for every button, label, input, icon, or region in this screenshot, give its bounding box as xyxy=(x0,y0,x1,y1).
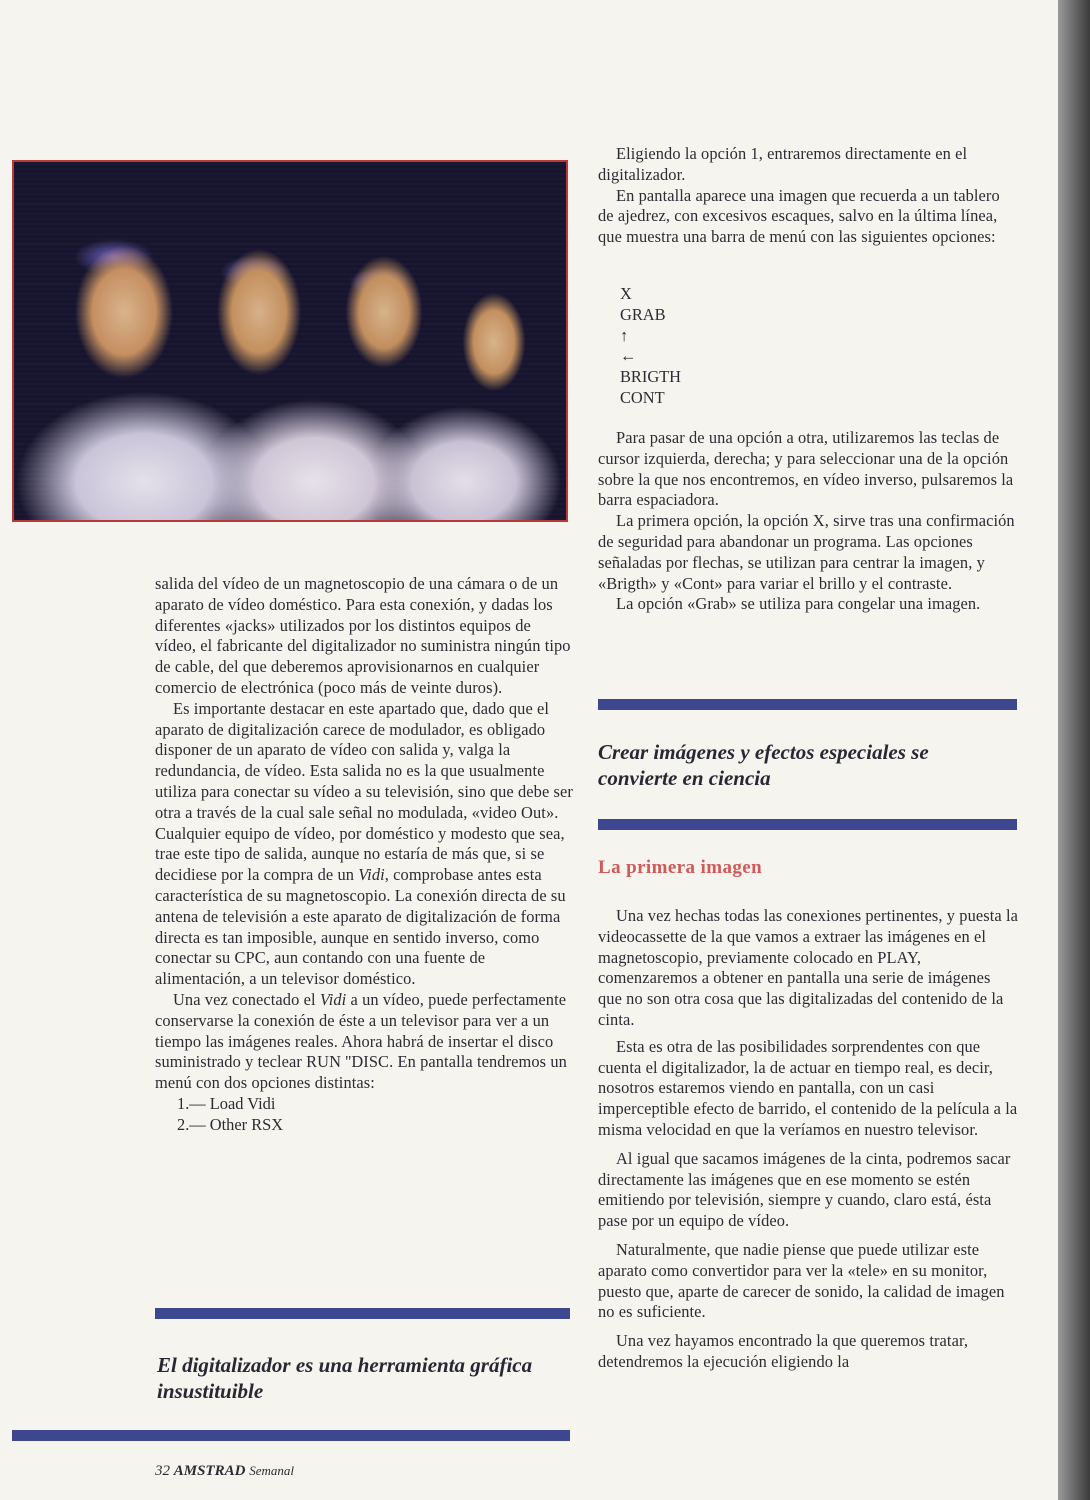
right-after-menu xyxy=(598,428,1023,615)
left-heading: El digitalizador es una herramienta gráfica insustituible xyxy=(157,1353,533,1403)
right-section xyxy=(598,906,1018,1373)
issue-type: Semanal xyxy=(249,1463,294,1478)
disc-menu-options xyxy=(155,1094,575,1136)
rule-right-1 xyxy=(598,699,1017,710)
left-paragraph-3: Una vez conectado el Vidi a un vídeo, puede perfectamente conservarse la conexión de éste a un televisor para ver a un tiempo las imágenes reales. Ahora habrá de insertar el disco suministrado y teclear RUN ''DISC. En pantalla tendremos un menú con dos opciones distintas: xyxy=(155,989,567,1093)
section-paragraph-1: Una vez hechas todas las conexiones pertinentes, y puesta la videocassette de la que vamos a extraer las imágenes en el magnetoscopio, previamente colocado en PLAY, comenzaremos a obtener en pantalla una serie de imágenes que no son otra cosa que las digitalizadas del contenido de la cinta. xyxy=(598,906,1018,1029)
section-subheading: La primera imagen xyxy=(598,857,763,878)
section-paragraph-2: Esta es otra de las posibilidades sorprendentes con que cuenta el digitalizador, la de actuar en tiempo real, es decir, nosotros estaremos viendo en pantalla, con un casi imperceptible efecto de barrido, el contenido de la película a la misma velocidad en que la veríamos en nuestro televisor. xyxy=(598,1036,1018,1139)
rule-left-bottom xyxy=(12,1430,570,1441)
left-paragraph-2: Es importante destacar en este apartado que, dado que el aparato de digitalización carece de modulador, es obligado disponer de un aparato de vídeo con salida y, valga la redundancia, de vídeo. Esta salida no es la que usualmente utiliza para conectar su vídeo a su televisión, sino que debe ser otra a través de la cual sale señal no modulada, «video Out». Cualquier equipo de vídeo, por doméstico y modesto que sea, trae este tipo de salida, aunque no estaría de más que, si se decidiese por la compra de un Vidi, comprobase antes esta característica de su magnetoscopio. La conexión directa de su antena de televisión a este aparato de digitalización de forma directa es tan imposible, aunque en sentido inverso, como conectar su CPC, aun contando con una fuente de alimentación, a un televisor doméstico. xyxy=(155,698,573,989)
menu-x: X xyxy=(620,284,632,303)
magazine-name: AMSTRAD xyxy=(173,1463,246,1479)
option-load-vidi: 1.— Load Vidi xyxy=(177,1093,276,1113)
digitizer-menu xyxy=(620,284,681,409)
page-number: 32 xyxy=(155,1463,170,1479)
right-after-2: La primera opción, la opción X, sirve tras una confirmación de seguridad para abandonar un programa. Las opciones señaladas por flechas, se utilizan para centrar la imagen, y «Brigth» y «Cont» para variar el brillo y el contraste. xyxy=(598,511,1015,593)
rule-right-2 xyxy=(598,819,1017,830)
page-edge-shadow xyxy=(1058,0,1090,1500)
menu-cont: CONT xyxy=(620,387,665,407)
vidi-italic: Vidi xyxy=(319,989,347,1009)
right-intro-2: En pantalla aparece una imagen que recuerda a un tablero de ajedrez, con excesivos escaques, salvo en la última línea, que muestra una barra de menú con las siguientes opciones: xyxy=(598,185,1000,247)
option-other-rsx: 2.— Other RSX xyxy=(177,1114,284,1134)
menu-brigth: BRIGTH xyxy=(620,367,682,387)
menu-left-arrow: ← xyxy=(620,346,637,366)
left-column xyxy=(155,574,575,1136)
section-paragraph-3: Al igual que sacamos imágenes de la cinta, podremos sacar directamente las imágenes que en ese momento se estén emitiendo por televisión, siempre y cuando, claro está, ésta pase por un equipo de vídeo. xyxy=(598,1148,1011,1231)
left-paragraph-1: salida del vídeo de un magnetoscopio de una cámara o de un aparato de vídeo doméstico. Para esta conexión, y dadas los diferentes «jacks» utilizados por los distintos equipos de vídeo, el fabricante del digitalizador no suministra ningún tipo de cable, del que deberemos aprovisionarnos en cualquier comercio de electrónica (poco más de veinte duros). xyxy=(155,574,571,697)
right-intro xyxy=(598,144,1018,248)
digitized-photo xyxy=(12,160,568,522)
right-intro-1: Eligiendo la opción 1, entraremos directamente en el digitalizador. xyxy=(598,144,968,184)
menu-grab: GRAB xyxy=(620,304,666,324)
page-footer xyxy=(155,1463,294,1480)
menu-up-arrow: ↑ xyxy=(620,325,629,345)
rule-left-top xyxy=(155,1308,570,1319)
right-after-1: Para pasar de una opción a otra, utilizaremos las teclas de cursor izquierda, derecha; y para seleccionar una de la opción sobre la que nos encontremos, en vídeo inverso, pulsaremos la barra espaciadora. xyxy=(598,428,1014,510)
right-after-3: La opción «Grab» se utiliza para congelar una imagen. xyxy=(616,594,981,614)
section-paragraph-5: Una vez hayamos encontrado la que queremos tratar, detendremos la ejecución eligiendo la xyxy=(598,1331,969,1371)
section-paragraph-4: Naturalmente, que nadie piense que puede utilizar este aparato como convertidor para ver la «tele» en su monitor, puesto que, aparte de carecer de sonido, la calidad de imagen no es suficiente. xyxy=(598,1239,1005,1322)
right-heading: Crear imágenes y efectos especiales se convierte en ciencia xyxy=(598,740,929,790)
vidi-italic: Vidi xyxy=(358,865,385,885)
